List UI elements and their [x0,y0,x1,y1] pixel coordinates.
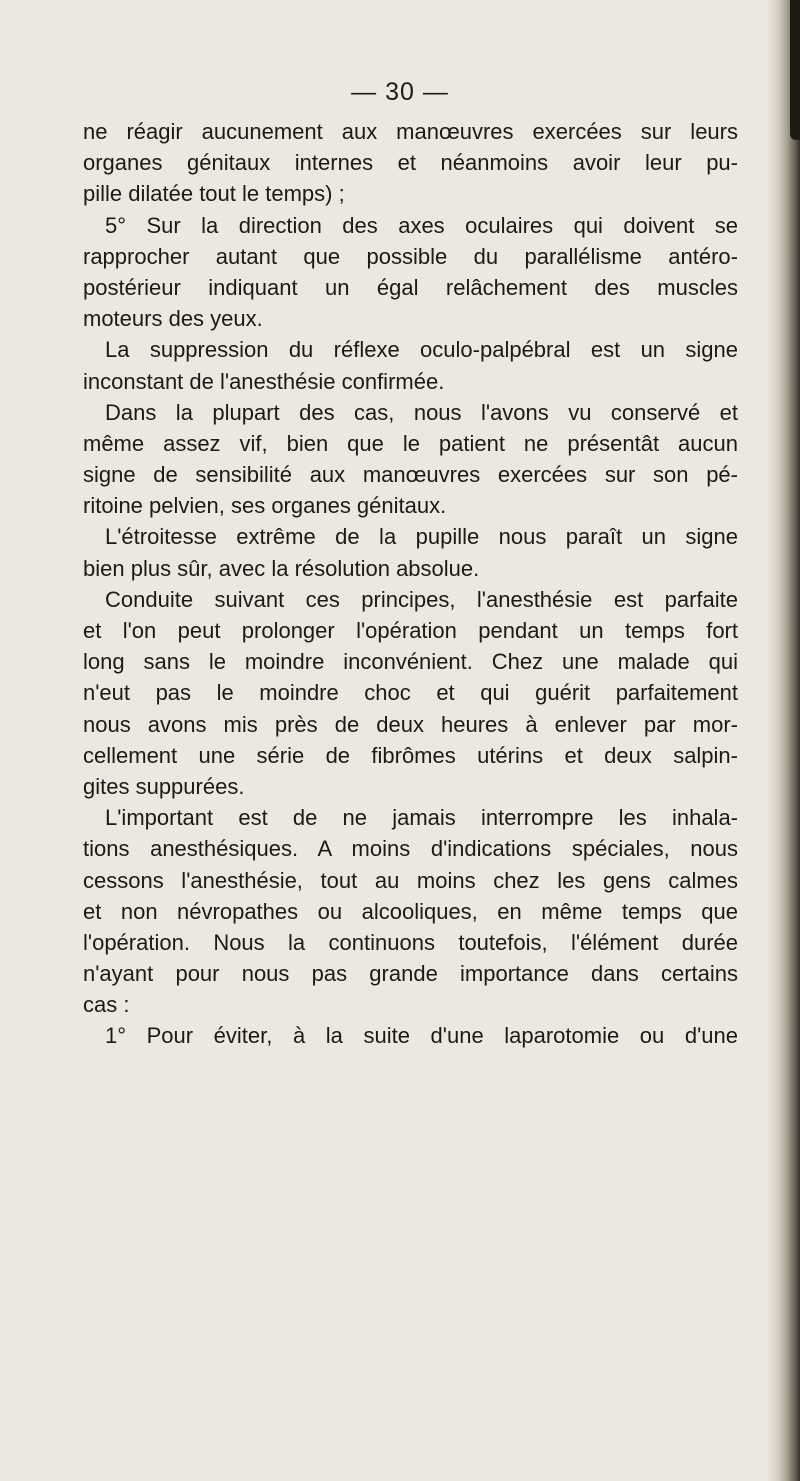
text-line: bien plus sûr, avec la résolution absolue. [83,555,480,581]
text-line: nous avons mis près de deux heures à enlever par mor- [83,711,738,737]
text-line: L'important est de ne jamais interrompre les inhala- [105,805,738,831]
text-line: 1° Pour éviter, à la suite d'une laparotomie ou d'une [105,1023,738,1049]
text-line: pille dilatée tout le temps) ; [83,181,345,207]
text-line: L'étroitesse extrême de la pupille nous paraît un signe [105,524,738,550]
text-line: ritoine pelvien, ses organes génitaux. [83,493,447,519]
text-line: organes génitaux internes et néanmoins avoir leur pu- [83,150,738,176]
text-line: long sans le moindre inconvénient. Chez une malade qui [83,649,738,675]
page-edge-shadow [766,0,800,1481]
text-line: moteurs des yeux. [83,306,263,332]
page-number: — 30 — [351,78,449,106]
text-line: cessons l'anesthésie, tout au moins chez les gens calmes [83,867,738,893]
text-line: postérieur indiquant un égal relâchement des muscles [83,274,738,300]
text-line: signe de sensibilité aux manœuvres exercées sur son pé- [83,462,738,488]
text-line: Conduite suivant ces principes, l'anesthésie est parfaite [105,586,738,612]
text-line: et l'on peut prolonger l'opération pendant un temps fort [83,618,738,643]
text-line: n'eut pas le moindre choc et qui guérit parfaitement [83,680,738,706]
text-line: n'ayant pour nous pas grande importance dans certains [83,961,738,987]
text-line: Dans la plupart des cas, nous l'avons vu conservé et [105,399,738,425]
text-line: ne réagir aucunement aux manœuvres exercées sur leurs [83,119,738,144]
text-line: l'opération. Nous la continuons toutefois, l'élément durée [83,929,738,955]
text-line: même assez vif, bien que le patient ne présentât aucun [83,430,738,456]
text-line: 5° Sur la direction des axes oculaires qui doivent se [105,212,738,238]
text-line: gites suppurées. [83,773,245,799]
text-line: rapprocher autant que possible du parallélisme antéro- [83,243,738,269]
text-line: et non névropathes ou alcooliques, en même temps que [83,898,738,924]
text-line: cas : [83,992,130,1018]
page-edge-binding [790,0,800,140]
text-line: cellement une série de fibrômes utérins et deux salpin- [83,742,738,768]
body-text [83,116,738,1052]
text-line: tions anesthésiques. A moins d'indications spéciales, nous [83,836,738,862]
text-line: inconstant de l'anesthésie confirmée. [83,368,445,394]
text-line: La suppression du réflexe oculo-palpébral est un signe [105,337,738,363]
